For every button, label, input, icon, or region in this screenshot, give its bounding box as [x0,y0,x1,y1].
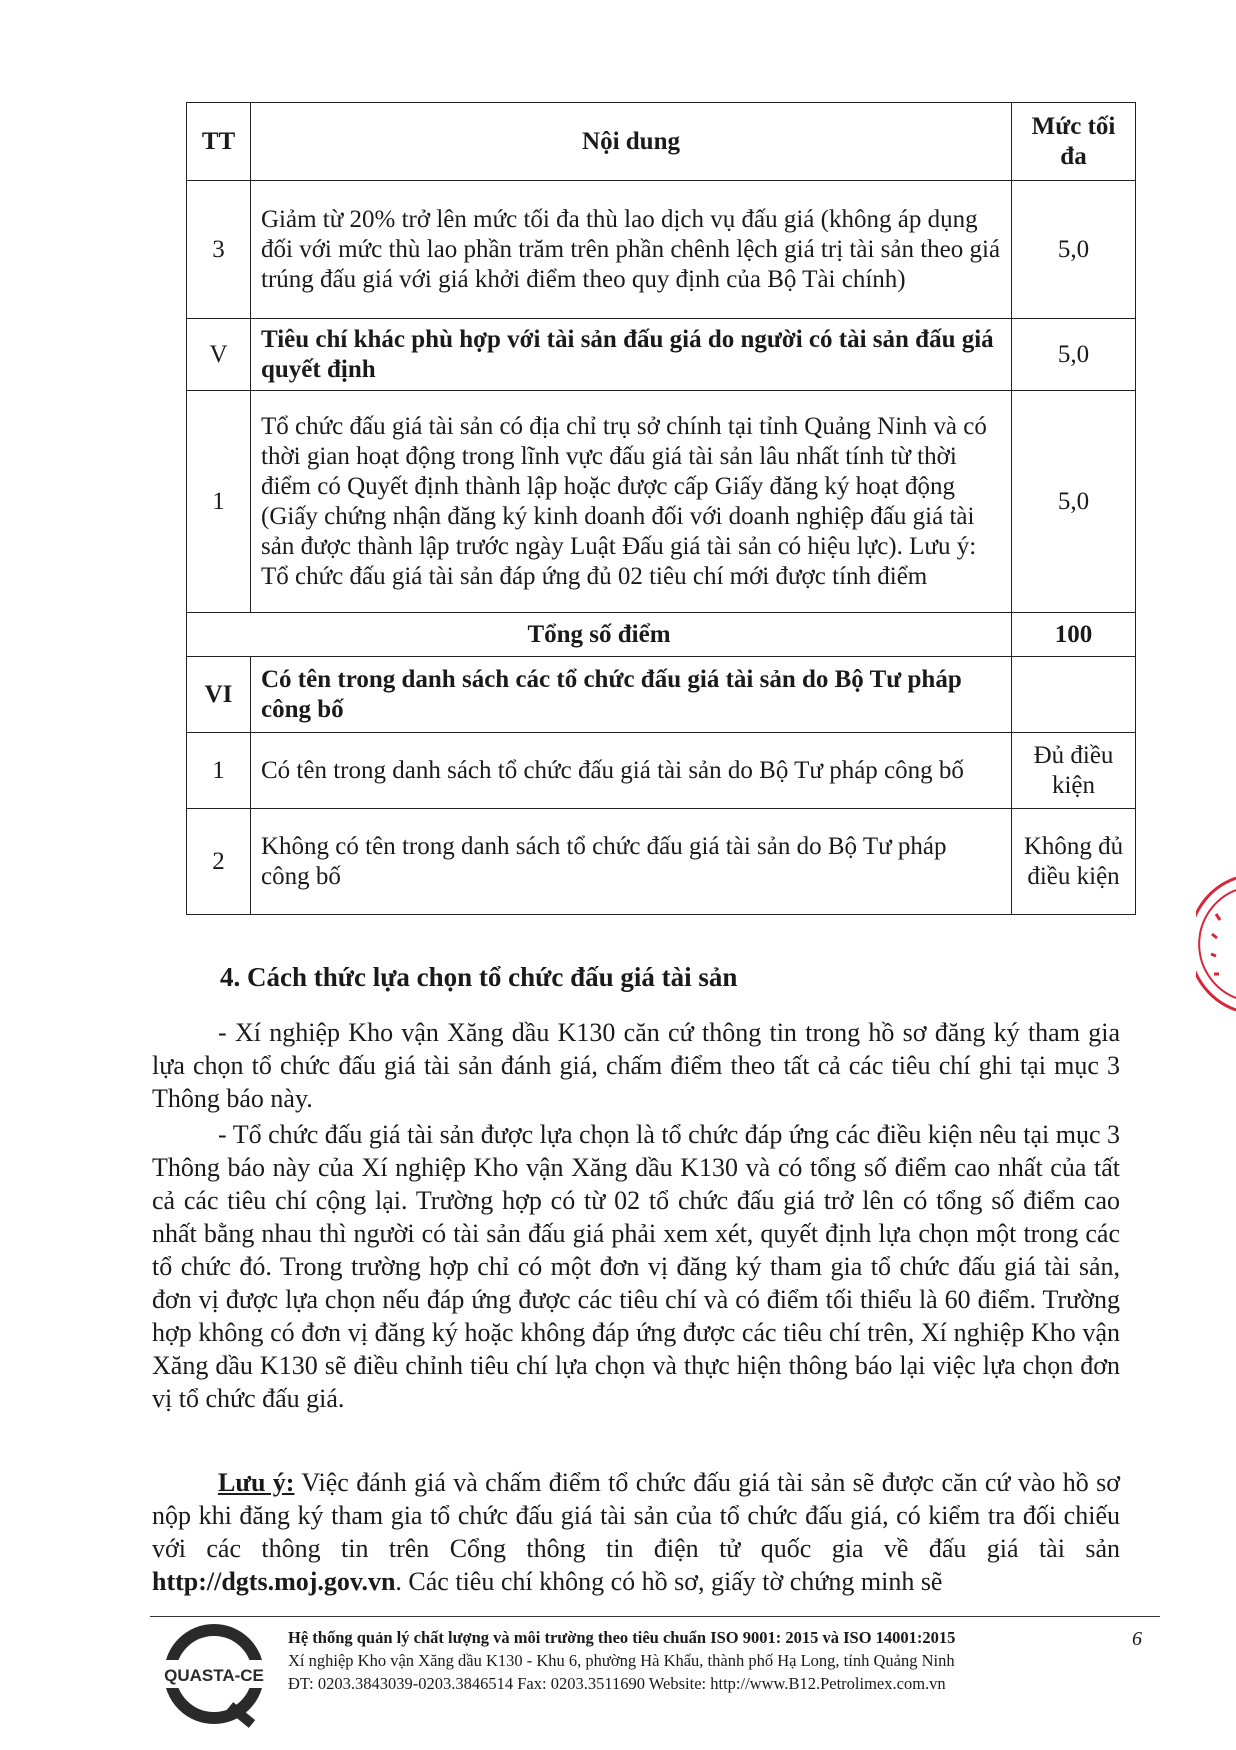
paragraph: - Tổ chức đấu giá tài sản được lựa chọn là tổ chức đáp ứng các điều kiện nêu tại mục 3 Thông báo này của Xí nghiệp Kho vận Xăng dầu K130 và có tổng số điểm cao nhất của tất cả các tiêu chí cộng lại. Trường hợp có từ 02 tổ chức đấu giá trở lên có tổng số điểm cao nhất bằng nhau thì người có tài sản đấu giá phải xem xét, quyết định lựa chọn một trong các tổ chức đó. Trong trường hợp chỉ có một đơn vị đăng ký tham gia tổ chức đấu giá tài sản, đơn vị được lựa chọn nếu đáp ứng được các tiêu chí và có điểm tối thiểu là 60 điểm. Trường hợp không có đơn vị đăng ký hoặc không đáp ứng được các tiêu chí trên, Xí nghiệp Kho vận Xăng dầu K130 sẽ điều chỉnh tiêu chí lựa chọn và thực hiện thông báo lại việc lựa chọn đơn vị tổ chức đấu giá. [152,1120,1120,1413]
row-tt: VI [187,657,251,733]
row-max: 5,0 [1012,181,1136,319]
row-content: Không có tên trong danh sách tổ chức đấu giá tài sản do Bộ Tư pháp công bố [251,809,1012,915]
row-max: Không đủ điều kiện [1012,809,1136,915]
note-tail: . Các tiêu chí không có hồ sơ, giấy tờ chứng minh sẽ [395,1567,943,1596]
table-header-row [187,103,1136,181]
header-content: Nội dung [251,103,1012,181]
row-tt: V [187,319,251,391]
row-max: Đủ điều kiện [1012,733,1136,809]
row-tt: 3 [187,181,251,319]
header-max: Mức tối đa [1012,103,1136,181]
total-value: 100 [1012,613,1136,657]
note-label: Lưu ý: [218,1468,295,1497]
table-row [187,391,1136,613]
portal-url-link[interactable]: http://dgts.moj.gov.vn [152,1567,396,1596]
row-content: Tổ chức đấu giá tài sản có địa chỉ trụ sở chính tại tỉnh Quảng Ninh và có thời gian hoạt động trong lĩnh vực đấu giá tài sản lâu nhất tính từ thời điểm có Quyết định thành lập hoặc được cấp Giấy đăng ký hoạt động (Giấy chứng nhận đăng ký kinh doanh đối với doanh nghiệp đấu giá tài sản được thành lập trước ngày Luật Đấu giá tài sản có hiệu lực). Lưu ý: Tổ chức đấu giá tài sản đáp ứng đủ 02 tiêu chí mới được tính điểm [251,391,1012,613]
row-content: Giảm từ 20% trở lên mức tối đa thù lao dịch vụ đấu giá (không áp dụng đối với mức thù lao phần trăm trên phần chênh lệch giá trị tài sản theo giá trúng đấu giá với giá khởi điểm theo quy định của Bộ Tài chính) [251,181,1012,319]
row-max: 5,0 [1012,319,1136,391]
footer-line-2: Xí nghiệp Kho vận Xăng dầu K130 - Khu 6, phường Hà Khẩu, thành phố Hạ Long, tỉnh Quảng Ninh [288,1651,955,1670]
table-row [187,733,1136,809]
table-row [187,657,1136,733]
section-heading: 4. Cách thức lựa chọn tổ chức đấu giá tài sản [220,962,738,992]
red-stamp-fragment-icon [1196,874,1236,1014]
row-content: Có tên trong danh sách tổ chức đấu giá tài sản do Bộ Tư pháp công bố [251,733,1012,809]
row-content: Tiêu chí khác phù hợp với tài sản đấu giá do người có tài sản đấu giá quyết định [251,319,1012,391]
logo-text: QUASTA-CE [164,1666,264,1685]
row-max: 5,0 [1012,391,1136,613]
footer-line-3: ĐT: 0203.3843039-0203.3846514 Fax: 0203.3511690 Website: http://www.B12.Petrolimex.com.vn [288,1674,946,1693]
row-tt: 2 [187,809,251,915]
criteria-table [186,102,1136,915]
total-label: Tổng số điểm [187,613,1012,657]
row-tt: 1 [187,733,251,809]
quasta-logo-icon [160,1620,268,1728]
footer-divider [150,1616,1160,1617]
row-content: Có tên trong danh sách các tổ chức đấu giá tài sản do Bộ Tư pháp công bố [251,657,1012,733]
page-number: 6 [1132,1628,1142,1650]
footer-text [288,1626,1088,1695]
footer-line-1: Hệ thống quản lý chất lượng và môi trường theo tiêu chuẩn ISO 9001: 2015 và ISO 14001:2015 [288,1628,956,1647]
table-row [187,181,1136,319]
table-row [187,319,1136,391]
table-row [187,809,1136,915]
note-text: Việc đánh giá và chấm điểm tổ chức đấu giá tài sản sẽ được căn cứ vào hồ sơ nộp khi đăng ký tham gia tổ chức đấu giá tài sản của tổ chức đấu giá, có kiểm tra đối chiếu với các thông tin trên Cổng thông tin điện tử quốc gia về đấu giá tài sản [152,1468,1121,1563]
total-row [187,613,1136,657]
row-max [1012,657,1136,733]
paragraph: - Xí nghiệp Kho vận Xăng dầu K130 căn cứ thông tin trong hồ sơ đăng ký tham gia lựa chọn tổ chức đấu giá tài sản đánh giá, chấm điểm theo tất cả các tiêu chí ghi tại mục 3 Thông báo này. [152,1018,1120,1113]
header-tt: TT [187,103,251,181]
note-paragraph [152,1466,1120,1598]
row-tt: 1 [187,391,251,613]
